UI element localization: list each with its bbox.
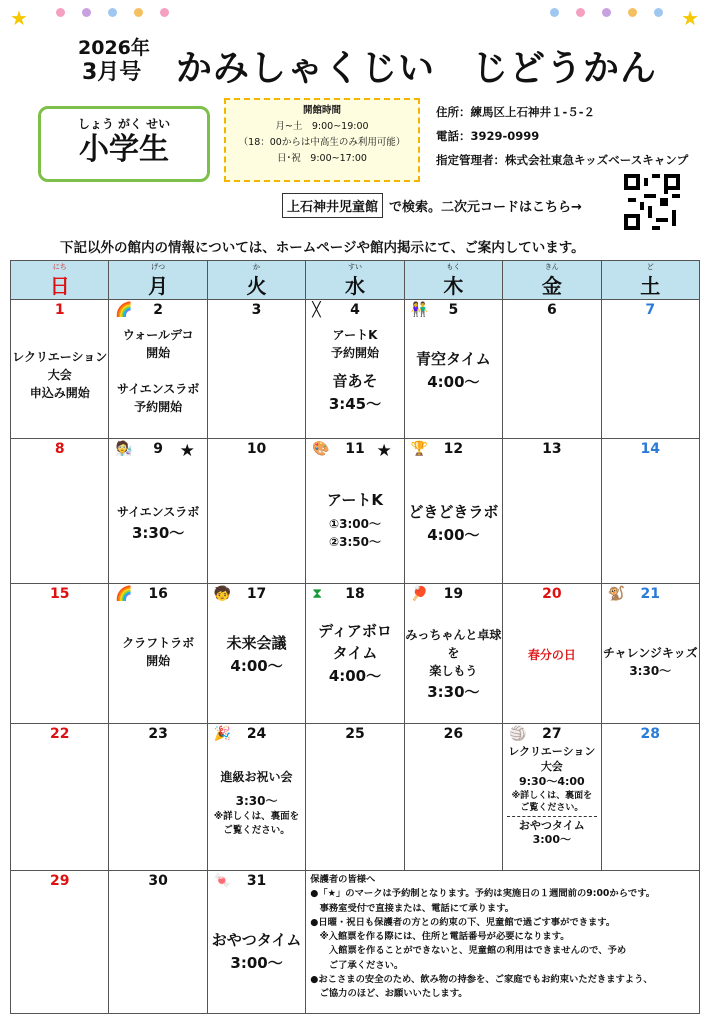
weekday-ruby: すい bbox=[347, 263, 362, 271]
day-number: 27 bbox=[542, 726, 562, 742]
day-cell bbox=[601, 300, 699, 439]
day-number: 21 bbox=[640, 586, 660, 602]
hours-title: 開館時間 bbox=[302, 105, 341, 116]
day-number: 1 bbox=[54, 302, 65, 318]
weekday-ruby: もく bbox=[446, 263, 461, 271]
day-cell bbox=[306, 724, 404, 871]
event-name: ウォールデコ bbox=[122, 328, 194, 342]
day-cell bbox=[503, 584, 601, 724]
drumsticks-icon: ╳ bbox=[312, 302, 321, 318]
day-cell bbox=[207, 300, 305, 439]
search-keyword: 上石神井児童館 bbox=[282, 193, 383, 218]
event-time: ①3:00～ bbox=[328, 517, 381, 531]
weekday-ruby: にち bbox=[52, 263, 67, 271]
event-name: 予約開始 bbox=[330, 346, 379, 360]
day-number: 5 bbox=[448, 302, 459, 318]
day-number: 10 bbox=[246, 441, 267, 457]
day-cell bbox=[11, 300, 109, 439]
divider bbox=[507, 816, 596, 817]
day-number: 2 bbox=[153, 302, 163, 318]
ping-pong-icon: 🏓 bbox=[410, 586, 429, 602]
event-time: 3:00～ bbox=[230, 954, 283, 972]
day-number: 22 bbox=[49, 726, 70, 742]
calendar-week bbox=[11, 439, 700, 584]
calendar-week bbox=[11, 871, 700, 1014]
day-number: 17 bbox=[246, 586, 267, 602]
event-name: 青空タイム bbox=[416, 350, 491, 368]
weekday-label: 火 bbox=[246, 274, 267, 298]
event-time: 3:30～ bbox=[629, 664, 672, 678]
trophy-icon: 🏆 bbox=[410, 441, 429, 457]
day-cell bbox=[601, 584, 699, 724]
event-name: アートK bbox=[332, 328, 378, 342]
event-time: 4:00～ bbox=[230, 657, 283, 675]
day-cell bbox=[109, 300, 207, 439]
weekday-tue bbox=[207, 261, 305, 300]
day-number: 3 bbox=[251, 302, 262, 318]
day-cell bbox=[503, 300, 601, 439]
day-number: 7 bbox=[645, 302, 656, 318]
event-note: ※詳しくは、裏面を bbox=[213, 811, 300, 822]
day-number: 13 bbox=[542, 441, 562, 457]
event-name: 音あそ bbox=[332, 372, 378, 390]
day-number: 31 bbox=[246, 873, 267, 889]
rainbow-icon: 🌈 bbox=[115, 302, 133, 318]
notice-line: ●おこさまの安全のため、飲み物の持参を、ご家庭でもお約束いただきますよう、 bbox=[310, 974, 653, 986]
day-cell bbox=[503, 724, 601, 871]
issue-month: 3月号 bbox=[82, 60, 142, 85]
calendar-week bbox=[11, 584, 700, 724]
event-name: レクリエーション bbox=[508, 745, 596, 758]
children-icon: 👫 bbox=[410, 302, 429, 318]
weekday-sun bbox=[11, 261, 109, 300]
phone: 電話：3929-0999 bbox=[436, 129, 540, 143]
event-name: どきどきラボ bbox=[408, 503, 499, 521]
day-cell bbox=[503, 439, 601, 584]
event-name: サイエンスラボ bbox=[116, 382, 200, 396]
hours-weekday: 月~土 9:00~19:00 bbox=[275, 121, 369, 132]
day-cell bbox=[306, 439, 404, 584]
event-time: 3:45～ bbox=[328, 395, 382, 413]
notice-line: ※入館票を作る際には、住所と電話番号が必要になります。 bbox=[310, 931, 570, 943]
event-name: ディアボロ bbox=[318, 622, 392, 640]
weekday-label: 月 bbox=[148, 274, 169, 298]
search-text: で検索。二次元コードはこちら→ bbox=[389, 200, 582, 215]
day-number: 15 bbox=[49, 586, 70, 602]
grade-badge bbox=[38, 106, 210, 182]
weekday-ruby: きん bbox=[544, 263, 559, 271]
event-name: レクリエーション bbox=[12, 350, 108, 364]
child-icon: 🧒 bbox=[213, 586, 232, 602]
day-cell bbox=[404, 724, 502, 871]
weekday-fri bbox=[503, 261, 601, 300]
notice-line: ●日曜・祝日も保護者の方との約束の下、児童館で過ごす事ができます。 bbox=[310, 916, 616, 928]
day-number: 11 bbox=[345, 441, 365, 457]
day-cell bbox=[404, 300, 502, 439]
rainbow-icon: 🌈 bbox=[115, 586, 133, 602]
event-time: 4:00～ bbox=[427, 373, 480, 391]
day-number: 19 bbox=[443, 586, 464, 602]
day-cell bbox=[306, 584, 404, 724]
day-number: 14 bbox=[640, 441, 660, 457]
weekday-label: 金 bbox=[541, 274, 562, 298]
weekday-label: 水 bbox=[344, 274, 365, 298]
info-notice: 下記以外の館内の情報については、ホームページや館内掲示にて、ご案内しています。 bbox=[60, 240, 585, 256]
day-cell bbox=[109, 724, 207, 871]
day-number: 9 bbox=[153, 441, 163, 457]
event-note: ご覧ください。 bbox=[223, 825, 290, 836]
weekday-label: 土 bbox=[640, 274, 661, 298]
event-name: サイエンスラボ bbox=[116, 505, 200, 519]
day-cell bbox=[207, 724, 305, 871]
event-name: 大会 bbox=[540, 760, 563, 773]
holiday-name: 春分の日 bbox=[527, 648, 576, 662]
notice-line: 事務室受付で直接または、電話にて承ります。 bbox=[310, 902, 515, 914]
day-number: 18 bbox=[345, 586, 365, 602]
parents-notice-cell bbox=[306, 871, 700, 1014]
day-cell bbox=[11, 871, 109, 1014]
issue-year: 2026年 bbox=[78, 37, 150, 59]
day-number: 29 bbox=[49, 873, 70, 889]
day-cell bbox=[11, 439, 109, 584]
day-number: 23 bbox=[148, 726, 168, 742]
day-cell bbox=[404, 439, 502, 584]
day-cell bbox=[11, 724, 109, 871]
reservation-star-icon: ★ bbox=[376, 441, 392, 461]
event-name: チャレンジキッズ bbox=[602, 646, 698, 660]
facility-info bbox=[436, 100, 688, 172]
event-time: 4:00～ bbox=[328, 667, 382, 685]
event-time: 3:00～ bbox=[532, 833, 571, 846]
event-time: 3:30～ bbox=[427, 683, 480, 701]
event-time: 3:30～ bbox=[131, 524, 185, 542]
weekday-ruby: げつ bbox=[151, 263, 166, 271]
day-cell bbox=[109, 871, 207, 1014]
day-number: 30 bbox=[148, 873, 168, 889]
event-name: 進級お祝い会 bbox=[220, 770, 293, 784]
day-number: 28 bbox=[640, 726, 660, 742]
event-name: 開始 bbox=[146, 654, 171, 668]
grade-label: 小学生 bbox=[79, 132, 169, 167]
day-cell bbox=[306, 300, 404, 439]
day-cell bbox=[11, 584, 109, 724]
event-time: 3:30～ bbox=[235, 794, 278, 808]
event-time: 9:30～4:00 bbox=[518, 775, 585, 788]
day-number: 4 bbox=[350, 302, 360, 318]
opening-hours bbox=[224, 98, 420, 182]
candy-icon: 🍬 bbox=[213, 873, 232, 889]
weekday-header-row bbox=[11, 261, 700, 300]
event-name: 未来会議 bbox=[226, 634, 287, 652]
day-number: 26 bbox=[443, 726, 464, 742]
weekday-ruby: か bbox=[253, 263, 261, 271]
day-cell bbox=[207, 871, 305, 1014]
grade-ruby: しょう がく せい bbox=[77, 117, 171, 131]
weekday-thu bbox=[404, 261, 502, 300]
day-number: 25 bbox=[345, 726, 365, 742]
weekday-label: 日 bbox=[49, 274, 70, 298]
celebration-icon: 🎉 bbox=[213, 726, 232, 742]
volleyball-icon: 🏐 bbox=[509, 726, 527, 742]
decorative-dots bbox=[30, 8, 679, 28]
event-note: ※詳しくは、裏面を bbox=[511, 791, 593, 801]
monkeys-icon: 🐒 bbox=[607, 586, 625, 602]
notice-line: 保護者の皆様へ bbox=[310, 874, 376, 885]
event-name: おやつタイム bbox=[518, 819, 585, 832]
diabolo-icon: ⧗ bbox=[312, 586, 323, 602]
qr-code-icon[interactable] bbox=[624, 174, 680, 230]
scientist-icon: 🧑‍🔬 bbox=[115, 441, 133, 457]
calendar-week bbox=[11, 724, 700, 871]
parents-notice bbox=[306, 871, 659, 1004]
event-name: おやつタイム bbox=[211, 931, 302, 949]
day-number: 20 bbox=[542, 586, 562, 602]
event-time: ②3:50～ bbox=[328, 535, 381, 549]
day-number: 6 bbox=[546, 302, 557, 318]
notice-line: 入館票を作ることができないと、児童館の利用はできませんので、予め bbox=[310, 945, 627, 957]
search-guide bbox=[282, 193, 582, 218]
day-cell bbox=[601, 439, 699, 584]
event-time: 4:00～ bbox=[427, 526, 480, 544]
star-icon: ★ bbox=[10, 6, 28, 30]
reservation-star-icon: ★ bbox=[179, 441, 195, 461]
event-note: ご覧ください。 bbox=[520, 803, 584, 813]
page-title: かみしゃくじい じどうかん bbox=[176, 48, 658, 89]
event-name: アートK bbox=[326, 491, 384, 509]
hours-holiday: 日･祝 9:00~17:00 bbox=[277, 153, 367, 164]
day-cell bbox=[601, 724, 699, 871]
hours-weekday-note: （18：00からは中高生のみ利用可能） bbox=[238, 137, 406, 148]
day-cell bbox=[109, 439, 207, 584]
event-name: 予約開始 bbox=[134, 400, 183, 414]
event-name: 楽しもう bbox=[429, 664, 478, 678]
event-name: みっちゃんと卓球を bbox=[405, 628, 502, 660]
weekday-sat bbox=[601, 261, 699, 300]
page-header bbox=[0, 34, 709, 90]
weekday-mon bbox=[109, 261, 207, 300]
day-number: 16 bbox=[148, 586, 168, 602]
calendar-table bbox=[10, 260, 700, 1014]
day-cell bbox=[109, 584, 207, 724]
star-icon: ★ bbox=[681, 6, 699, 30]
day-number: 24 bbox=[246, 726, 267, 742]
event-name: 大会 bbox=[47, 368, 72, 382]
event-name: 開始 bbox=[146, 346, 171, 360]
notice-line: ご了承ください。 bbox=[310, 959, 404, 971]
day-cell bbox=[207, 584, 305, 724]
weekday-label: 木 bbox=[443, 274, 464, 298]
day-number: 12 bbox=[443, 441, 464, 457]
weekday-wed bbox=[306, 261, 404, 300]
notice-line: ●「★」のマークは予約制となります。予約は実施日の１週間前の9:00からです。 bbox=[310, 888, 656, 900]
artist-icon: 🎨 bbox=[312, 441, 330, 457]
event-name: クラフトラボ bbox=[122, 636, 195, 650]
day-cell bbox=[404, 584, 502, 724]
notice-line: ご協力のほど、お願いいたします。 bbox=[310, 988, 468, 1000]
manager: 指定管理者：株式会社東急キッズベースキャンプ bbox=[436, 153, 689, 167]
event-name: 申込み開始 bbox=[29, 386, 90, 400]
address: 住所：練馬区上石神井１-５-２ bbox=[436, 105, 596, 119]
day-number: 8 bbox=[54, 441, 65, 457]
event-name: タイム bbox=[332, 644, 378, 662]
calendar-week bbox=[11, 300, 700, 439]
weekday-ruby: ど bbox=[646, 263, 654, 271]
day-cell bbox=[207, 439, 305, 584]
